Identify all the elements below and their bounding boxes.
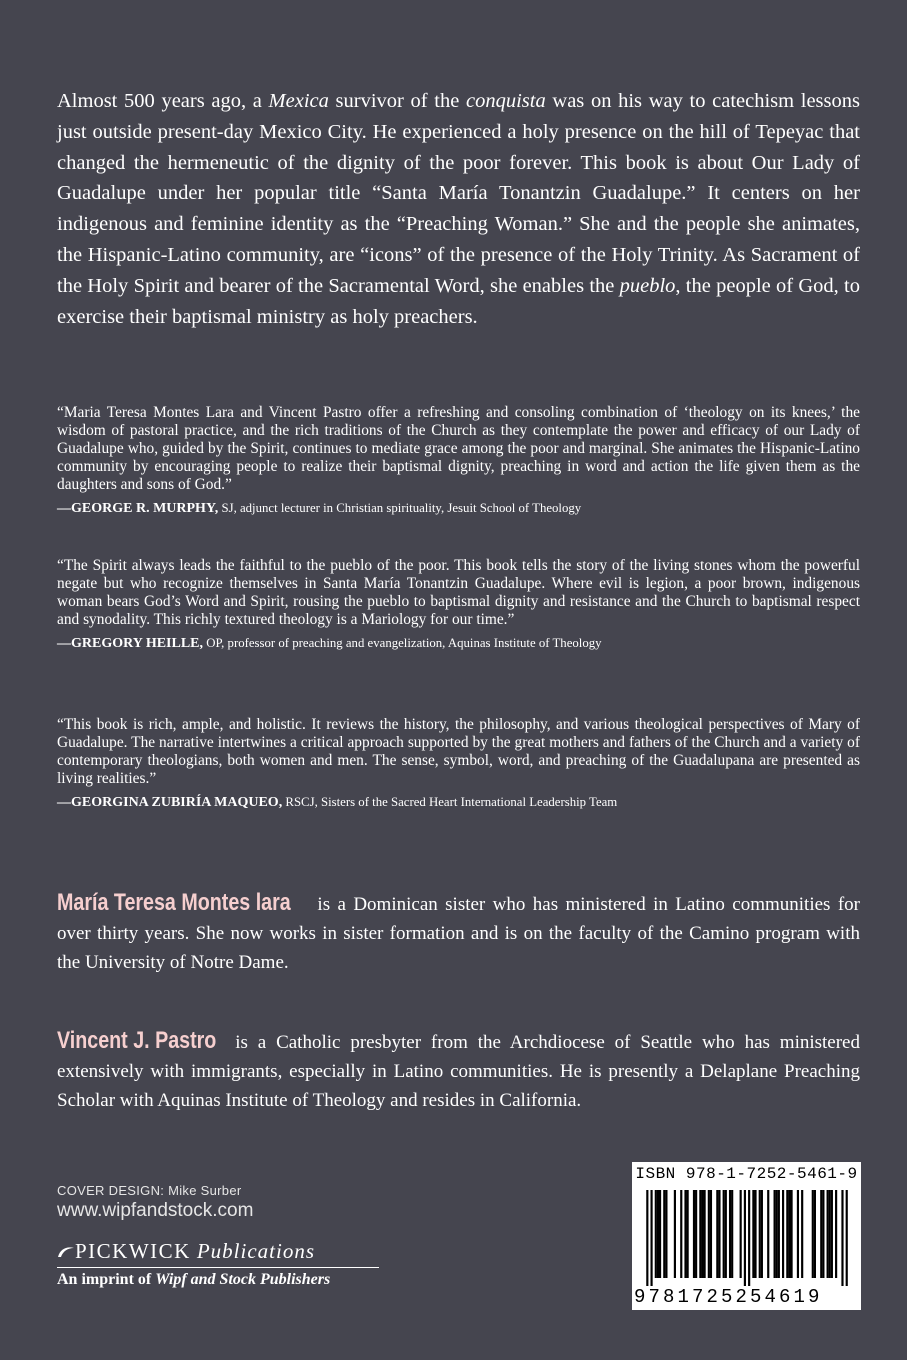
endorsement-attribution bbox=[57, 501, 860, 517]
endorser-name: —GREGORY HEILLE, bbox=[57, 636, 204, 651]
barcode-bar bbox=[704, 1190, 706, 1278]
blurb-text: , the people of God, to exercise their baptismal ministry as holy preachers. bbox=[57, 274, 861, 328]
endorser-name: —GEORGE R. MURPHY, bbox=[57, 501, 219, 516]
barcode-bar bbox=[663, 1190, 665, 1278]
barcode-bar bbox=[822, 1190, 824, 1278]
imprint-prefix: An imprint of bbox=[57, 1271, 156, 1288]
barcode-bar bbox=[829, 1190, 831, 1278]
barcode-bar bbox=[693, 1190, 695, 1278]
barcode-bar bbox=[759, 1190, 761, 1278]
blurb-emphasis: Mexica bbox=[268, 90, 329, 112]
barcode-digits: 9781725254619 bbox=[634, 1286, 823, 1308]
barcode-bar bbox=[752, 1190, 754, 1278]
barcode-bar bbox=[646, 1190, 648, 1286]
pickwick-swoosh-icon bbox=[57, 1245, 75, 1259]
author-name: Vincent J. Pastro bbox=[57, 1027, 217, 1054]
barcode-bar bbox=[731, 1190, 733, 1278]
barcode-bar bbox=[729, 1190, 731, 1278]
barcode-bar bbox=[827, 1190, 829, 1278]
blurb-text: was on his way to catechism lessons just outside present-day Mexico City. He experienced a holy presence on the hill of Tepeyac that changed the hermeneutic of the dignity of the poor forever. This book is about Our Lady of Guadalupe under her popular title “Santa María Tonantzin Guadalupe.” It centers on her indigenous and feminine identity as the “Preaching Woman.” She and the people she animates, the Hispanic-Latino community, are “icons” of the presence of the Holy Trinity. As Sacrament of the Holy Spirit and bearer of the Sacramental Word, she enables the bbox=[57, 90, 860, 297]
barcode-bar bbox=[835, 1190, 837, 1278]
endorsement-quote: “This book is rich, ample, and holistic. It reviews the history, the philosophy, and various theological perspectives of Mary of Guadalupe. The narrative intertwines a critical approach supported by the great mothers and fathers of the Church and a variety of contemporary theologians, both women and men. The sense, symbol, word, and preaching of the Guadalupana are presented as living realities.” bbox=[57, 716, 860, 787]
barcode-bar bbox=[744, 1190, 746, 1286]
barcode-bar bbox=[841, 1190, 843, 1286]
blurb-text: survivor of the bbox=[328, 90, 466, 112]
barcode-bar bbox=[718, 1190, 720, 1278]
endorsement-quote: “The Spirit always leads the faithful to the pueblo of the poor. This book tells the story of the living stones whom the powerful negate but who recognize themselves in Santa María Tonantzin Guadalupe. Where evil is legion, a poor brown, indigenous woman bears God’s Word and Spirit, rousing the pueblo to baptismal dignity and resistance and the Church to baptismal respect and synodality. This richly textured theology is a Mariology for our time.” bbox=[57, 557, 860, 628]
barcode-bar bbox=[776, 1190, 778, 1278]
barcode-bar bbox=[788, 1190, 790, 1278]
endorsement-attribution bbox=[57, 795, 860, 811]
endorsement bbox=[57, 404, 860, 517]
publisher-logo bbox=[57, 1239, 379, 1289]
barcode-bar bbox=[761, 1190, 763, 1278]
barcode-bar bbox=[748, 1190, 750, 1286]
barcode-bar bbox=[797, 1190, 799, 1278]
barcode-bar bbox=[716, 1190, 718, 1278]
cover-design-credit: COVER DESIGN: Mike Surber bbox=[57, 1183, 242, 1198]
imprint-name: Wipf and Stock Publishers bbox=[155, 1271, 331, 1288]
back-cover-blurb bbox=[57, 86, 860, 332]
blurb-text: Almost 500 years ago, a bbox=[57, 90, 269, 112]
barcode-bar bbox=[708, 1190, 710, 1278]
publisher-name: PICKWICK bbox=[75, 1239, 191, 1263]
barcode-bar bbox=[801, 1190, 803, 1278]
barcode-bar bbox=[701, 1190, 703, 1278]
barcode-bar bbox=[778, 1190, 780, 1278]
barcode-bar bbox=[699, 1190, 701, 1278]
barcode-bar bbox=[790, 1190, 792, 1278]
credits bbox=[57, 1183, 253, 1222]
barcode-bar bbox=[723, 1190, 725, 1278]
barcode-bar bbox=[659, 1190, 661, 1278]
author-bio bbox=[57, 888, 860, 977]
endorser-name: —GEORGINA ZUBIRÍA MAQUEO, bbox=[57, 795, 283, 810]
barcode-bar bbox=[831, 1190, 833, 1278]
barcode-bar bbox=[680, 1190, 682, 1278]
barcode-bars bbox=[642, 1190, 852, 1286]
barcode-bar bbox=[814, 1190, 816, 1278]
barcode-bar bbox=[650, 1190, 652, 1286]
publisher-website[interactable]: www.wipfandstock.com bbox=[57, 1200, 254, 1221]
barcode-bar bbox=[655, 1190, 657, 1278]
imprint-line bbox=[57, 1271, 379, 1289]
publisher-publications: Publications bbox=[196, 1239, 316, 1263]
barcode-bar bbox=[812, 1190, 814, 1278]
barcode-bar bbox=[786, 1190, 788, 1278]
barcode-bar bbox=[687, 1190, 689, 1278]
endorser-affiliation: OP, professor of preaching and evangelization, Aquinas Institute of Theology bbox=[203, 636, 602, 650]
barcode-bar bbox=[774, 1190, 776, 1278]
barcode-bar bbox=[754, 1190, 756, 1278]
divider bbox=[57, 1267, 379, 1268]
blurb-emphasis: conquista bbox=[466, 90, 546, 112]
isbn-barcode bbox=[632, 1162, 861, 1310]
barcode-bar bbox=[767, 1190, 769, 1278]
blurb-emphasis: pueblo bbox=[619, 274, 676, 297]
barcode-bar bbox=[846, 1190, 848, 1286]
barcode-bar bbox=[740, 1190, 742, 1278]
author-bio bbox=[57, 1026, 860, 1115]
endorser-affiliation: RSCJ, Sisters of the Sacred Heart International Leadership Team bbox=[282, 795, 618, 809]
barcode-bar bbox=[665, 1190, 667, 1278]
barcode-bar bbox=[820, 1190, 822, 1278]
isbn-label: ISBN 978-1-7252-5461-9 bbox=[635, 1165, 858, 1183]
barcode-bar bbox=[725, 1190, 727, 1278]
author-bio-text: is a Dominican sister who has ministered in Latino communities for over thirty years. She now works in sister formation and is on the faculty of the Camino program with the University of Notre Dame. bbox=[57, 894, 860, 973]
endorsement bbox=[57, 557, 860, 652]
barcode-bar bbox=[710, 1190, 712, 1278]
endorser-affiliation: SJ, adjunct lecturer in Christian spirituality, Jesuit School of Theology bbox=[218, 501, 582, 515]
barcode-bar bbox=[657, 1190, 659, 1278]
barcode-bar bbox=[695, 1190, 697, 1278]
barcode-bar bbox=[684, 1190, 686, 1278]
endorsement-attribution bbox=[57, 636, 860, 652]
endorsement-quote: “Maria Teresa Montes Lara and Vincent Pastro offer a refreshing and consoling combination of ‘theology on its knees,’ the wisdom of pastoral practice, and the rich traditions of the Church as they contemplate the power and efficacy of our Lady of Guadalupe who, guided by the Spirit, continues to mediate grace among the poor and marginal. She animates the Hispanic-Latino community by encouraging people to realize their baptismal dignity, preaching in word and action the life given them as the daughters and sons of God.” bbox=[57, 404, 860, 493]
endorsement bbox=[57, 716, 860, 811]
barcode-bar bbox=[674, 1190, 676, 1278]
publisher-wordmark bbox=[57, 1239, 379, 1264]
author-name: María Teresa Montes lara bbox=[57, 889, 291, 916]
author-bio-text: is a Catholic presbyter from the Archdiocese of Seattle who has ministered extensively with immigrants, especially in Latino communities. He is presently a Delaplane Preaching Scholar with Aquinas Institute of Theology and resides in California. bbox=[57, 1032, 860, 1111]
barcode-bar bbox=[782, 1190, 784, 1278]
